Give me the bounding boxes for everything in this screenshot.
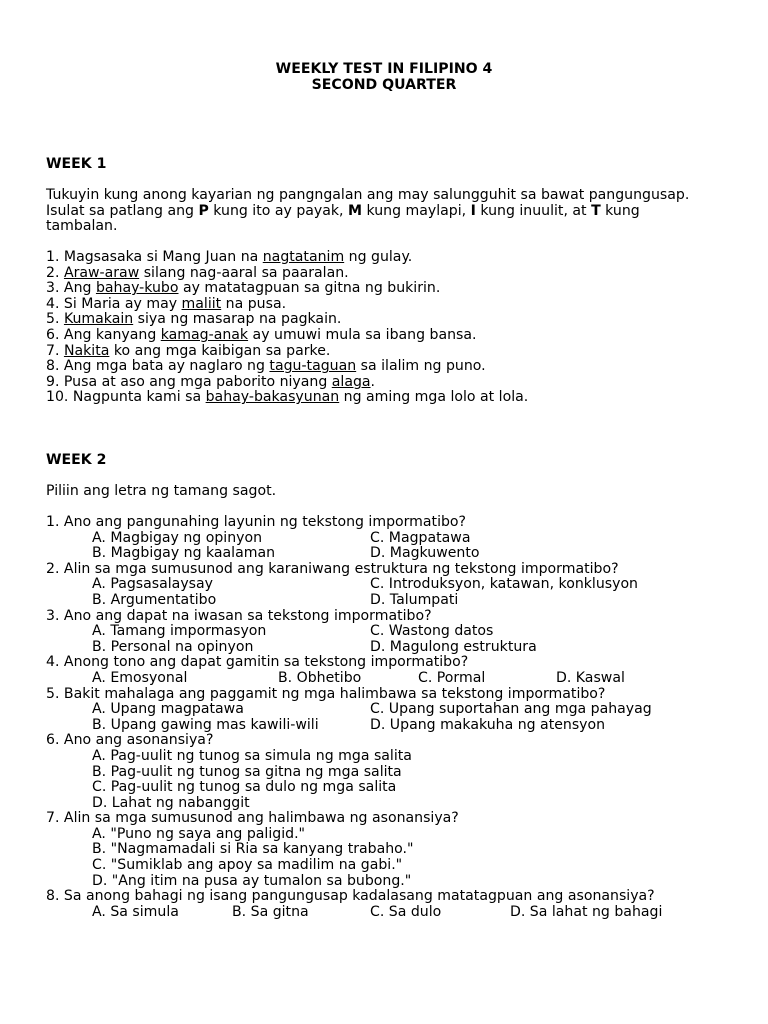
week1-item-list bbox=[46, 250, 726, 406]
question-text: 4. Anong tono ang dapat gamitin sa tekstong impormatibo? bbox=[46, 654, 469, 671]
week1-item: 10. Nagpunta kami sa bahay-bakasyunan ng aming mga lolo at lola. bbox=[46, 389, 529, 406]
option-c: C. Pag-uulit ng tunog sa dulo ng mga salita bbox=[92, 779, 397, 796]
option-b: B. Upang gawing mas kawili-wili bbox=[92, 716, 319, 733]
option-c: C. Introduksyon, katawan, konklusyon bbox=[370, 576, 638, 593]
option-a: A. "Puno ng saya ang paligid." bbox=[92, 825, 306, 842]
option-a: A. Pag-uulit ng tunog sa simula ng mga salita bbox=[92, 747, 412, 764]
option-row bbox=[46, 780, 726, 796]
option-row bbox=[46, 858, 726, 874]
option-b: B. Personal na opinyon bbox=[92, 638, 254, 655]
week1-item: 4. Si Maria ay may maliit na pusa. bbox=[46, 295, 287, 312]
option-d: D. Talumpati bbox=[370, 591, 459, 608]
question-text: 5. Bakit mahalaga ang paggamit ng mga halimbawa sa tekstong impormatibo? bbox=[46, 685, 606, 702]
option-row bbox=[46, 718, 726, 734]
week1-item: 2. Araw-araw silang nag-aaral sa paaralan. bbox=[46, 264, 349, 281]
option-a: A. Tamang impormasyon bbox=[92, 623, 267, 640]
option-b: B. "Nagmamadali si Ria sa kanyang trabaho." bbox=[92, 841, 414, 858]
option-a: A. Magbigay ng opinyon bbox=[92, 529, 263, 546]
option-c: C. Sa dulo bbox=[370, 903, 442, 920]
week1-instructions bbox=[46, 188, 726, 235]
week1-item: 6. Ang kanyang kamag-anak ay umuwi mula sa ibang bansa. bbox=[46, 326, 477, 343]
option-c: C. Wastong datos bbox=[370, 623, 494, 640]
week1-item: 7. Nakita ko ang mga kaibigan sa parke. bbox=[46, 342, 331, 359]
week1-item: 5. Kumakain siya ng masarap na pagkain. bbox=[46, 311, 342, 328]
question-text: 2. Alin sa mga sumusunod ang karaniwang estruktura ng tekstong impormatibo? bbox=[46, 560, 619, 577]
option-d: D. Lahat ng nabanggit bbox=[92, 794, 250, 811]
option-b: B. Obhetibo bbox=[278, 669, 362, 686]
question-text: 3. Ano ang dapat na iwasan sa tekstong impormatibo? bbox=[46, 607, 432, 624]
option-row bbox=[46, 827, 726, 843]
option-b: B. Pag-uulit ng tunog sa gitna ng mga salita bbox=[92, 763, 402, 780]
question-text: 8. Sa anong bahagi ng isang pangungusap kadalasang matatagpuan ang asonansiya? bbox=[46, 888, 655, 905]
option-row bbox=[46, 546, 726, 562]
week1-item: 8. Ang mga bata ay naglaro ng tagu-taguan sa ilalim ng puno. bbox=[46, 358, 486, 375]
week1-heading: WEEK 1 bbox=[46, 156, 107, 172]
option-c: C. Pormal bbox=[418, 669, 486, 686]
question-text: 6. Ano ang asonansiya? bbox=[46, 732, 214, 749]
option-d: D. Sa lahat ng bahagi bbox=[510, 903, 663, 920]
week1-instructions-line2: Isulat sa patlang ang P kung ito ay payak, M kung maylapi, I kung inuulit, at T kung bbox=[46, 202, 640, 219]
option-row bbox=[46, 905, 726, 921]
option-d: D. Upang makakuha ng atensyon bbox=[370, 716, 606, 733]
week2-heading: WEEK 2 bbox=[46, 452, 107, 468]
week1-item: 9. Pusa at aso ang mga paborito niyang alaga. bbox=[46, 373, 376, 390]
option-d: D. Magulong estruktura bbox=[370, 638, 537, 655]
option-row bbox=[46, 671, 726, 687]
option-row bbox=[46, 842, 726, 858]
option-c: C. Magpatawa bbox=[370, 529, 471, 546]
option-row bbox=[46, 702, 726, 718]
document-title: WEEKLY TEST IN FILIPINO 4 bbox=[275, 61, 493, 77]
option-c: C. Upang suportahan ang mga pahayag bbox=[370, 701, 652, 718]
option-b: B. Magbigay ng kaalaman bbox=[92, 545, 276, 562]
option-row bbox=[46, 765, 726, 781]
option-row bbox=[46, 577, 726, 593]
week1-item: 1. Magsasaka si Mang Juan na nagtatanim ng gulay. bbox=[46, 249, 413, 265]
option-d: D. Magkuwento bbox=[370, 545, 480, 562]
option-a: A. Emosyonal bbox=[92, 669, 188, 686]
option-row bbox=[46, 640, 726, 656]
week1-instructions-line1: Tukuyin kung anong kayarian ng pangngalan ang may salungguhit sa bawat pangungusap. bbox=[46, 187, 690, 203]
option-a: A. Pagsasalaysay bbox=[92, 576, 213, 593]
option-d: D. Kaswal bbox=[556, 669, 625, 686]
week2-question-list bbox=[46, 515, 726, 920]
option-row bbox=[46, 624, 726, 640]
week1-instructions-line3: tambalan. bbox=[46, 218, 118, 235]
option-row bbox=[46, 796, 726, 812]
document-subtitle: SECOND QUARTER bbox=[311, 77, 457, 93]
option-d: D. "Ang itim na pusa ay tumalon sa bubong." bbox=[92, 872, 412, 889]
week2-instructions: Piliin ang letra ng tamang sagot. bbox=[46, 483, 277, 499]
question-text: 1. Ano ang pangunahing layunin ng tekstong impormatibo? bbox=[46, 514, 467, 530]
option-b: B. Sa gitna bbox=[232, 903, 309, 920]
option-a: A. Upang magpatawa bbox=[92, 701, 244, 718]
option-row bbox=[46, 874, 726, 890]
option-b: B. Argumentatibo bbox=[92, 591, 217, 608]
question-text: 7. Alin sa mga sumusunod ang halimbawa ng asonansiya? bbox=[46, 810, 459, 827]
option-c: C. "Sumiklab ang apoy sa madilim na gabi." bbox=[92, 857, 403, 874]
option-a: A. Sa simula bbox=[92, 903, 179, 920]
week1-item: 3. Ang bahay-kubo ay matatagpuan sa gitna ng bukirin. bbox=[46, 280, 441, 297]
option-row bbox=[46, 531, 726, 547]
option-row bbox=[46, 749, 726, 765]
option-row bbox=[46, 593, 726, 609]
